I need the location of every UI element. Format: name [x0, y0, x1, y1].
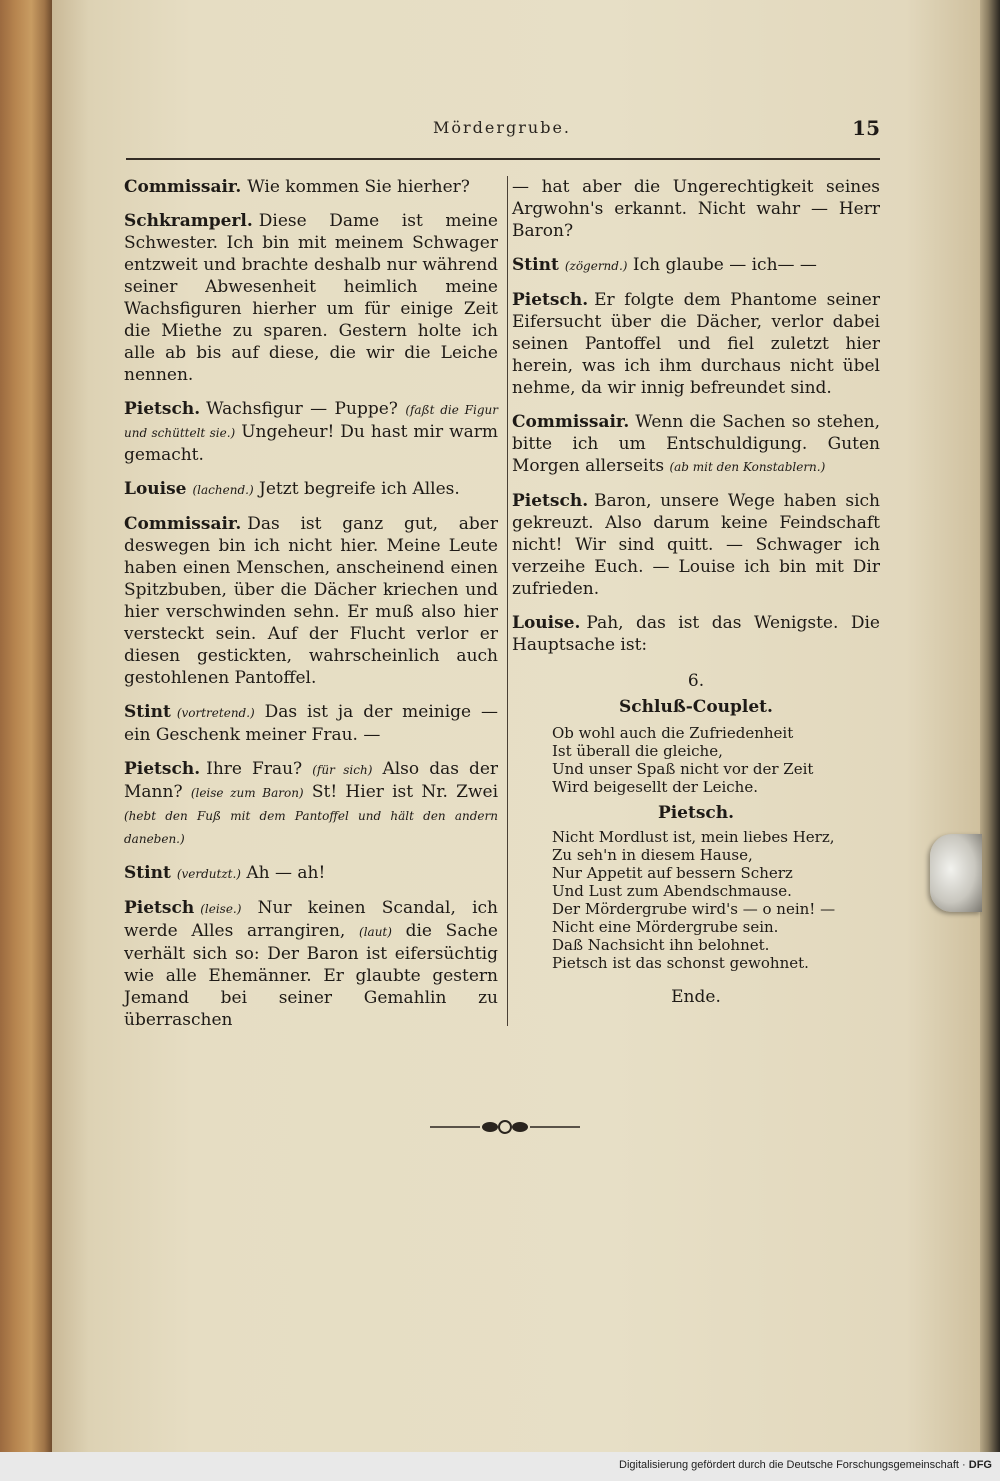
- stage-direction: (verdutzt.): [176, 867, 241, 881]
- column-divider: [507, 176, 508, 1026]
- dfg-credit: Digitalisierung gefördert durch die Deutsche Forschungsgemeinschaft · DFG: [619, 1459, 992, 1471]
- running-title: Mördergrube.: [432, 118, 571, 137]
- verse-line: Nur Appetit auf bessern Scherz: [552, 864, 793, 882]
- page-clip: [930, 834, 982, 912]
- verse-line: Pietsch ist das schonst gewohnet.: [552, 954, 809, 972]
- dialogue-text: Ungeheur! Du hast mir warm gemacht.: [124, 422, 498, 465]
- page-right-edge: [980, 0, 1000, 1452]
- dialogue-paragraph: [124, 758, 498, 850]
- header-rule: [126, 158, 880, 160]
- verse-line: Nicht eine Mördergrube sein.: [552, 918, 779, 936]
- dialogue-text: Nur keinen Scandal, ich werde Alles arrangiren,: [124, 898, 499, 941]
- dialogue-paragraph: [512, 490, 880, 600]
- dialogue-text: Wie kommen Sie hierher?: [247, 177, 470, 197]
- dialogue-paragraph: [512, 254, 880, 277]
- dialogue-text: Ah — ah!: [246, 863, 326, 883]
- dialogue-text: Wachsfigur — Puppe?: [206, 399, 398, 419]
- verse-line: Und unser Spaß nicht vor der Zeit: [552, 760, 814, 778]
- speaker-name: Commissair.: [124, 514, 242, 534]
- stage-direction: (ab mit den Konstablern.): [669, 460, 826, 474]
- speaker-name: Stint: [124, 702, 171, 722]
- dialogue-text: Das ist ganz gut, aber deswegen bin ich nicht hier. Meine Leute haben einen Menschen, anscheinend einen Spitzbuben, über die Dächer kriechen und hier verschwinden sehn. Er muß also hier versteckt sein. Auf der Flucht verlor er diesen gestickten, wahrscheinlich auch gestohlenen Pantoffel.: [124, 514, 498, 688]
- dialogue-paragraph: [124, 513, 498, 689]
- speaker-name: Pietsch: [124, 898, 195, 918]
- dialogue-text: Pah, das ist das Wenigste. Die Hauptsache ist:: [512, 613, 880, 655]
- end-marker: Ende.: [671, 987, 721, 1007]
- verse-line: Ob wohl auch die Zufriedenheit: [552, 724, 794, 742]
- speaker-name: Pietsch.: [512, 290, 589, 310]
- dialogue-text: Diese Dame ist meine Schwester. Ich bin mit meinem Schwager entzweit und brachte deshalb nur während seiner Abwesenheit heimlich meine Wachsfiguren hierher um für einige Zeit die Miethe zu sparen. Gestern holte ich alle ab bis auf diese, die wir die Leiche nennen.: [124, 211, 498, 385]
- ornament-divider: [430, 1117, 580, 1137]
- right-column: [512, 176, 880, 1008]
- speaker-name: Louise.: [512, 613, 581, 633]
- credit-text: Digitalisierung gefördert durch die Deutsche Forschungsgemeinschaft: [619, 1459, 959, 1471]
- dialogue-paragraph: [124, 398, 498, 466]
- verse-line: Daß Nachsicht ihn belohnet.: [552, 936, 770, 954]
- stage-direction: (vortretend.): [176, 706, 255, 720]
- dialogue-text: Ich glaube — ich— —: [632, 255, 817, 275]
- dialogue-paragraph: [512, 176, 880, 242]
- verse-line: Zu seh'n in diesem Hause,: [552, 846, 753, 864]
- dialogue-text: — hat aber die Ungerechtigkeit seines Argwohn's erkannt. Nicht wahr — Herr Baron?: [512, 177, 880, 241]
- dialogue-text: die Sache verhält sich so: Der Baron ist eifersüchtig wie alle Ehemänner. Er glaubte gestern Jemand bei seiner Gemahlin zu überraschen: [124, 921, 498, 1030]
- dialogue-paragraph: [124, 897, 498, 1031]
- speaker-name: Pietsch.: [124, 759, 201, 779]
- stage-direction: (für sich): [312, 763, 373, 777]
- stage-direction: (lachend.): [192, 483, 254, 497]
- verse-1: [552, 724, 880, 796]
- dialogue-text: Ihre Frau?: [206, 759, 303, 779]
- speaker-name: Louise: [124, 479, 187, 499]
- speaker-name: Pietsch.: [512, 491, 589, 511]
- dialogue-paragraph: [512, 612, 880, 656]
- stage-direction: (laut): [359, 925, 392, 939]
- dialogue-paragraph: [124, 176, 498, 198]
- dialogue-text: Baron, unsere Wege haben sich gekreuzt. Also darum keine Feindschaft nicht! Wir sind quitt. — Schwager ich verzeihe Euch. — Louise ich bin mit Dir zufrieden.: [512, 491, 880, 599]
- speaker-name: Commissair.: [512, 412, 630, 432]
- dialogue-paragraph: [512, 411, 880, 478]
- speaker-name: Schkramperl.: [124, 211, 253, 231]
- dialogue-paragraph: [512, 289, 880, 399]
- dialogue-text: Jetzt begreife ich Alles.: [259, 479, 460, 499]
- verse-line: Wird beigesellt der Leiche.: [552, 778, 758, 796]
- song-number: 6.: [687, 671, 705, 691]
- verse-line: Und Lust zum Abendschmause.: [552, 882, 792, 900]
- dialogue-text: Das ist ja der meinige — ein Geschenk meiner Frau. —: [124, 702, 498, 745]
- dfg-logo: DFG: [968, 1459, 992, 1471]
- stage-direction: (leise.): [200, 902, 242, 916]
- page-number: 15: [852, 116, 880, 140]
- book-spine-edge: [0, 0, 52, 1481]
- verse-line: Ist überall die gleiche,: [552, 742, 723, 760]
- dialogue-text: Er folgte dem Phantome seiner Eifersucht über die Dächer, verlor dabei seinen Pantoffel und fiel zuletzt hier herein, was ich ihm durchaus nicht übel nehme, da wir innig befreundet sind.: [512, 290, 880, 398]
- dialogue-paragraph: [124, 701, 498, 746]
- verse-line: Der Mördergrube wird's — o nein! —: [552, 900, 836, 918]
- left-column: [124, 176, 498, 1043]
- verse-line: Nicht Mordlust ist, mein liebes Herz,: [552, 828, 835, 846]
- dialogue-paragraph: [124, 478, 498, 501]
- page-header: [124, 118, 880, 148]
- song-title: Schluß-Couplet.: [619, 697, 773, 717]
- stage-direction: (leise zum Baron): [190, 786, 304, 800]
- dialogue-paragraph: [124, 862, 498, 885]
- stage-direction: (faßt die Figur und schüttelt sie.): [124, 403, 498, 440]
- speaker-name: Stint: [124, 863, 171, 883]
- speaker-name: Pietsch.: [124, 399, 201, 419]
- dialogue-paragraph: [124, 210, 498, 386]
- stage-direction: (zögernd.): [564, 259, 628, 273]
- speaker-name: Commissair.: [124, 177, 242, 197]
- stage-direction: (hebt den Fuß mit dem Pantoffel und hält den andern daneben.): [124, 809, 498, 846]
- dialogue-text: Wenn die Sachen so stehen, bitte ich um Entschuldigung. Guten Morgen allerseits: [512, 412, 880, 476]
- speaker-name: Stint: [512, 255, 559, 275]
- verse-speaker: Pietsch.: [657, 803, 735, 823]
- dialogue-text: St! Hier ist Nr. Zwei: [311, 782, 499, 802]
- verse-2: [552, 828, 880, 972]
- dialogue-text: Also das der Mann?: [124, 759, 499, 802]
